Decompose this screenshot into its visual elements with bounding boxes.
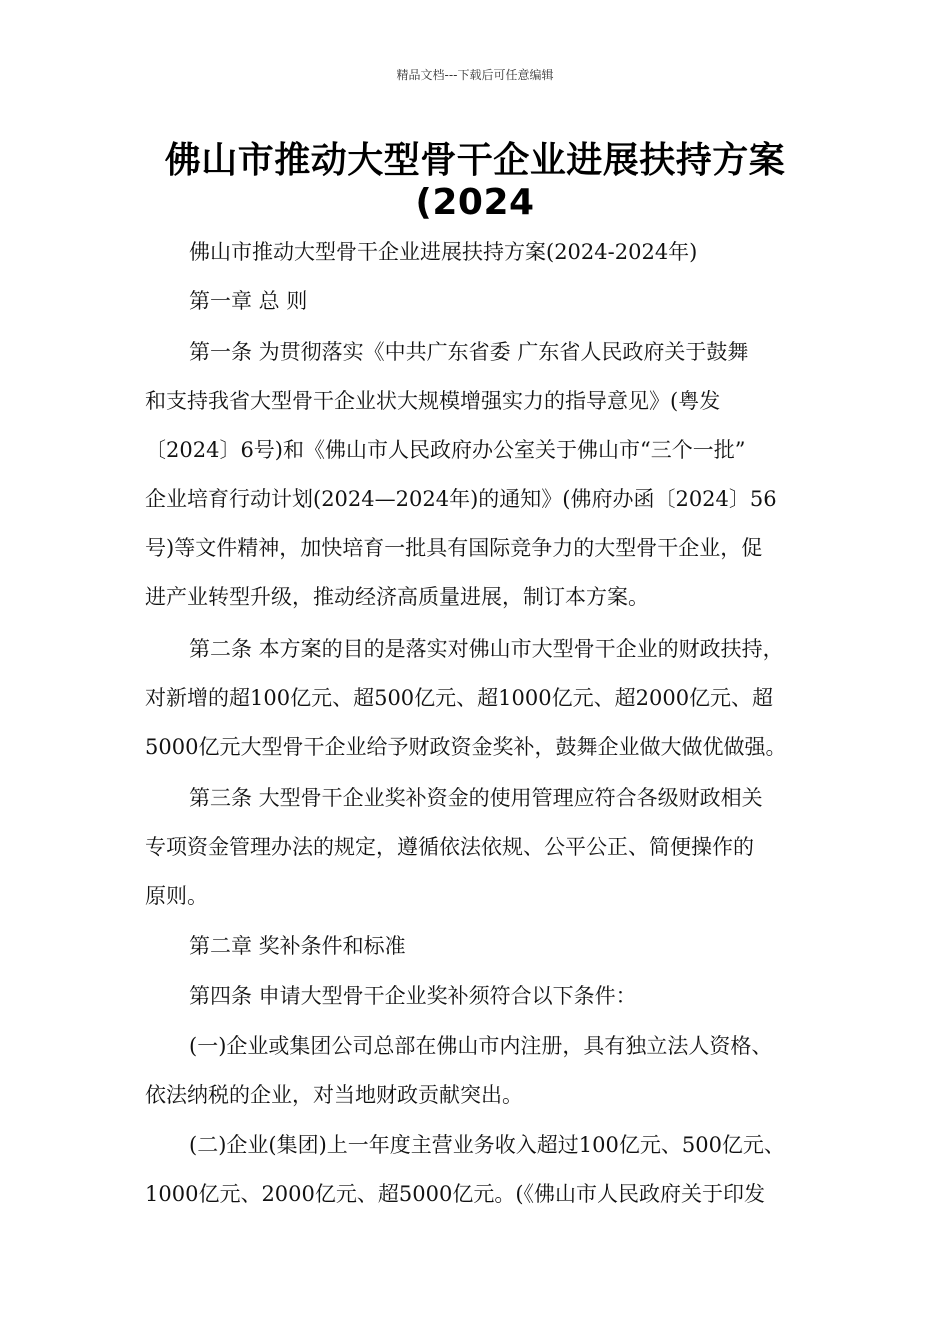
paragraph-line: 号)等文件精神，加快培育一批具有国际竞争力的大型骨干企业，促 <box>145 536 763 560</box>
article-3-paragraph <box>145 774 825 921</box>
condition-item-1 <box>145 1022 825 1120</box>
paragraph-line: 进产业转型升级，推动经济高质量进展，制订本方案。 <box>145 585 649 609</box>
paragraph-line: (二)企业(集团)上一年度主营业务收入超过100亿元、500亿元、 <box>189 1133 785 1157</box>
article-4-paragraph <box>145 972 825 1021</box>
paragraph-line: 企业培育行动计划(2024—2024年)的通知》(佛府办函〔2024〕56 <box>145 487 777 511</box>
header-note: 精品文档---下载后可任意编辑 <box>396 68 554 82</box>
paragraph-line: 对新增的超100亿元、超500亿元、超1000亿元、超2000亿元、超 <box>145 686 774 710</box>
paragraph-line: 第二章 奖补条件和标准 <box>189 934 406 958</box>
article-1-paragraph <box>145 328 825 622</box>
paragraph-line: 〔2024〕6号)和《佛山市人民政府办公室关于佛山市“三个一批” <box>145 438 746 462</box>
paragraph-line: 1000亿元、2000亿元、超5000亿元。(《佛山市人民政府关于印发 <box>145 1182 766 1206</box>
paragraph-line: 第二条 本方案的目的是落实对佛山市大型骨干企业的财政扶持， <box>189 637 784 661</box>
paragraph-line: 第四条 申请大型骨干企业奖补须符合以下条件： <box>189 984 637 1008</box>
chapter-1-heading <box>145 277 825 326</box>
paragraph-line: 5000亿元大型骨干企业给予财政资金奖补，鼓舞企业做大做优做强。 <box>145 735 787 759</box>
subtitle-paragraph <box>145 228 825 277</box>
document-title-line-2: (2024 <box>415 182 535 223</box>
paragraph-line: 和支持我省大型骨干企业状大规模增强实力的指导意见》(粤发 <box>145 389 721 413</box>
condition-item-2 <box>145 1121 825 1219</box>
paragraph-line: 专项资金管理办法的规定，遵循依法依规、公平公正、简便操作的 <box>145 835 754 859</box>
paragraph-line: (一)企业或集团公司总部在佛山市内注册，具有独立法人资格、 <box>189 1034 773 1058</box>
paragraph-line: 佛山市推动大型骨干企业进展扶持方案(2024-2024年) <box>189 240 698 264</box>
paragraph-line: 原则。 <box>145 884 208 908</box>
paragraph-line: 第一条 为贯彻落实《中共广东省委 广东省人民政府关于鼓舞 <box>189 340 749 364</box>
paragraph-line: 依法纳税的企业，对当地财政贡献突出。 <box>145 1083 523 1107</box>
paragraph-line: 第三条 大型骨干企业奖补资金的使用管理应符合各级财政相关 <box>189 786 763 810</box>
article-2-paragraph <box>145 625 825 772</box>
chapter-2-heading <box>145 922 825 971</box>
paragraph-line: 第一章 总 则 <box>189 289 308 313</box>
document-title-line-1: 佛山市推动大型骨干企业进展扶持方案 <box>164 140 786 181</box>
